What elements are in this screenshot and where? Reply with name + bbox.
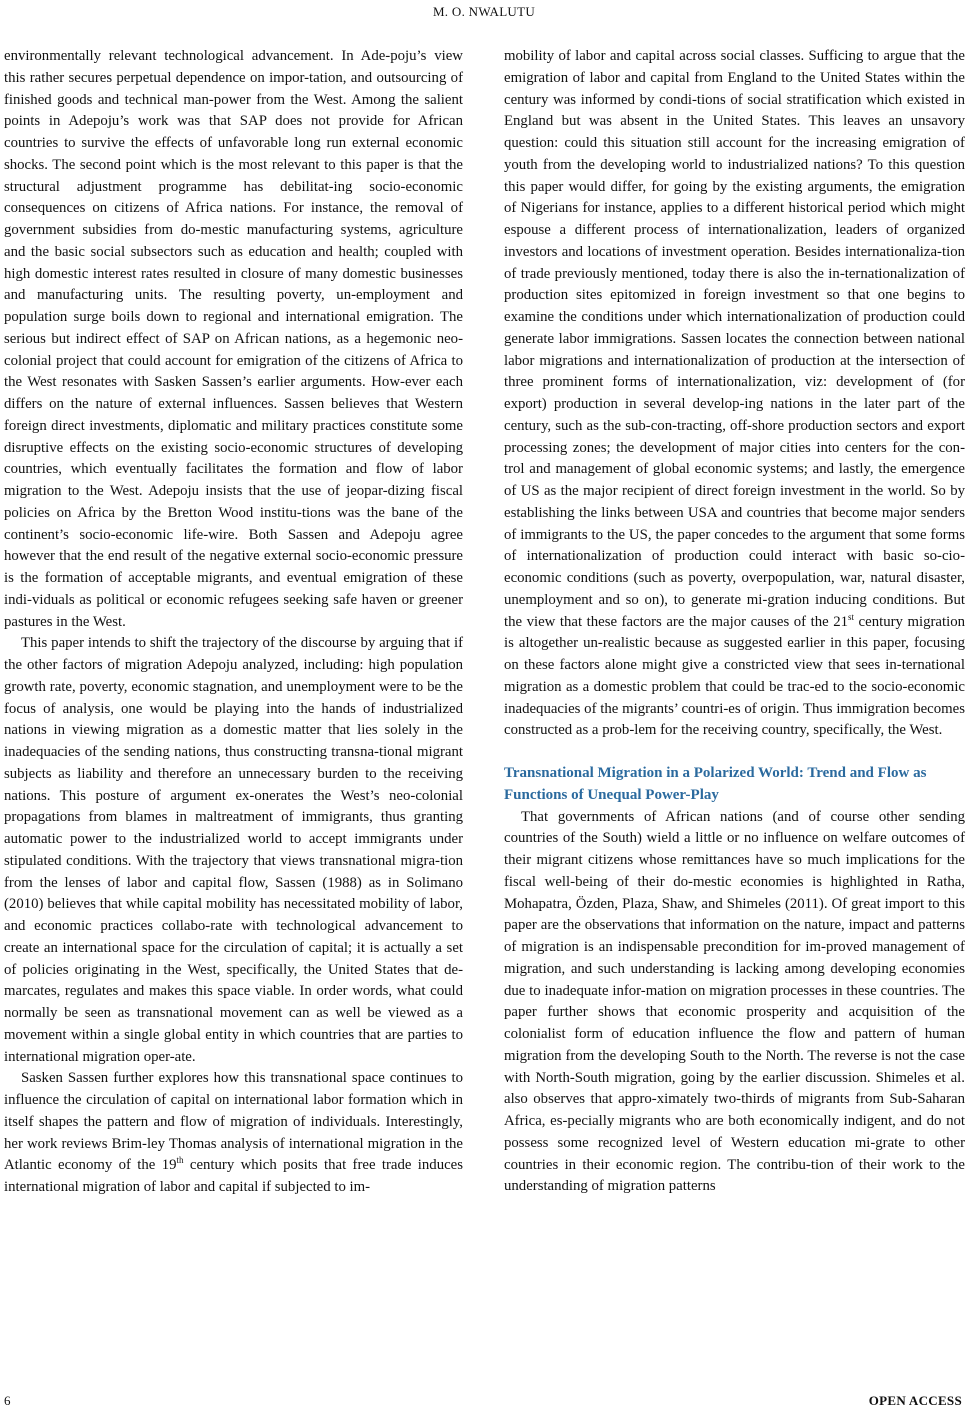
paragraph: environmentally relevant technological advancement. In Ade-poju’s view this rather secures perpetual dependence on impor-tation, and outsourcing of finished goods and technical man-power from the West. Among the salient points in Adepoju’s work was that SAP does not provide for African countries to survive the effects of unfavorable long run external economic shocks. The second point which is the most relevant to this paper is that the structural adjustment programme has debilitat-ing socio-economic consequences on citizens of Africa nations. For instance, the removal of government subsidies from do-mestic manufacturing systems, agriculture and the basic social subsectors such as education and health; coupled with high domestic interest rates resulted in closure of many domestic businesses and manufacturing units. The resulting poverty, un-employment and population surge boils down to regional and international emigration. The serious but indirect effect of SAP on African nations, as a hegemonic neo-colonial project that could account for emigration of the citizens of Africa to the West resonates with Sasken Sassen’s earlier arguments. How-ever each differs on the nature of external influences. Sassen believes that Western foreign direct investments, diplomatic and military practices constitute some disruptive effects on the existing socio-economic structures of developing countries, which eventually facilitates the formation and flow of labor migration to the West. Adepoju insists that the use of jeopar-dizing fiscal policies on Africa by the Bretton Wood institu-tions was the bane of the continent’s socio-economic life-wire. Both Sassen and Adepoju agree however that the end result of the negative external socio-economic pressure is the formation of acceptable migrants, and eventual emigration of these indi-viduals as political or economic refugees seeking safe haven or greener pastures in the West.: [4, 48, 463, 630]
left-column: [4, 46, 463, 1199]
paragraph-text: Sasken Sassen further explores how this transnational space continues to influence the circulation of capital on international labor formation which in itself shapes the pattern and flow of migration of individuals. Interestingly, her work reviews Brim-ley Thomas analysis of international migration in the Atlantic economy of the 19: [4, 1070, 463, 1174]
running-head: M. O. NWALUTU: [432, 4, 536, 19]
paragraph: That governments of African nations (and of course other sending countries of the South) wield a little or no influence on welfare outcomes of their migrant citizens whose remittances have so much implications for the fiscal well-being of their do-mestic economies is highlighted in Ratha, Mohapatra, Özden, Plaza, Shaw, and Shimeles (2011). Of great import to this paper are the observations that information on the nature, impact and patterns of migration is an indispensable precondition for im-proved management of migration, and such understanding is lacking among developing economies due to inadequate infor-mation on migration processes in these countries. The paper further shows that economic prosperity and acquisition of the colonialist form of education influence the flow and pattern of human migration from the developing South to the North. The reverse is not the case with North-South migration, going by the earlier discussion. Shimeles et al. also observes that appro-ximately two-thirds of migrants from Sub-Saharan Africa, es-pecially migrants who are both economically indigent, and do not possess some recognized level of Western education mi-grate to other countries in their economic region. The contribu-tion of their work to the understanding of migration patterns: [504, 808, 965, 1195]
superscript: th: [176, 1155, 184, 1166]
section-heading: Transnational Migration in a Polarized World: Trend and Flow as Functions of Unequal Power-Play: [504, 765, 927, 803]
paragraph-text: century migration is altogether un-realistic because as suggested earlier in this paper, focusing on these factors alone might give a constricted view that sees in-ternational migration as a domestic problem that could be trac-ed to the socio-economic inadequacies of the migrants’ countri-es of origin. Thus immigration becomes constructed as a prob-lem for the receiving country, specifically, the West.: [504, 613, 965, 739]
paragraph-text: mobility of labor and capital across social classes. Sufficing to argue that the emigration of labor and capital from England to the United States within the century was informed by condi-tions of social stratification which existed in England but was absent in the United States. This leaves an unsavory question: could this situation still account for the increasing emigration of youth from the developing world to industrialized nations? To this question this paper would differ, for going by the existing arguments, the emigration of Nigerians for instance, applies to a different historical period which might espouse a different process of internationalization, leaders of organized investors and locations of investment operation. Besides internationaliza-tion of trade previously mentioned, today there is also the in-ternationalization of production sites epitomized in foreign investment so that one begins to examine the conditions under which internationalization of production could generate labor immigrations. Sassen locates the connection between national labor migrations and internationalization of production at the intersection of three prominent forms of internationalization, viz: development of (for export) production in several develop-ing nations in the later part of the century, such as the sub-con-tracting, off-shore production sectors and export processing zones; the development of major cities into centers for the con-trol and management of global economic systems; and lastly, the emergence of US as the major recipient of direct foreign investment in the world. So by establishing the links between USA and countries that become major senders of immigrants to the US, the paper concedes to the argument that some forms of internationalization of production could interact with basic so-cio-economic conditions (such as poverty, overpopulation, war, natural disaster, unemployment and so on), to generate mi-gration inducing conditions. But the view that these factors are the major causes of the 21: [504, 48, 965, 630]
paragraph: [504, 46, 965, 742]
paragraph-text: century which posits that free trade induces international migration of labor and capital if subjected to im-: [4, 1157, 463, 1195]
paragraph: [4, 1068, 463, 1199]
paragraph: This paper intends to shift the trajectory of the discourse by arguing that if the other factors of migration Adepoju analyzed, including: high population growth rate, poverty, economic stagnation, and unemployment were to be the focus of analysis, one would be playing into the hands of industrialized nations in viewing migration as a domestic matter that lies solely in the inadequacies of the sending nations, thus constructing transna-tional migrant subjects as liability and therefore an unnecessary burden to the receiving nations. This posture of argument ex-onerates the West’s neo-colonial propagations from blames in maltreatment of immigrants, thus granting automatic power to the industrialized world to accept immigrants under stipulated conditions. With the trajectory that views transnational migra-tion from the lenses of labor and capital flow, Sassen (1988) as in Solimano (2010) believes that while capital mobility has necessitated mobility of labor, and economic practices collabo-rate with technological advancement to create an international space for the circulation of capital; it is actually a set of policies originating in the West, specifically, the United States that de-marcates, regulates and makes this space viable. In order words, what could normally be seen as transnational movement can as well be viewed as a movement within a single global entity in which countries that are parties to international migration oper-ate.: [4, 635, 463, 1065]
right-column: [504, 46, 965, 1198]
open-access-label: OPEN ACCESS: [868, 1393, 962, 1408]
page-number: 6: [4, 1393, 11, 1408]
superscript: st: [848, 611, 855, 622]
